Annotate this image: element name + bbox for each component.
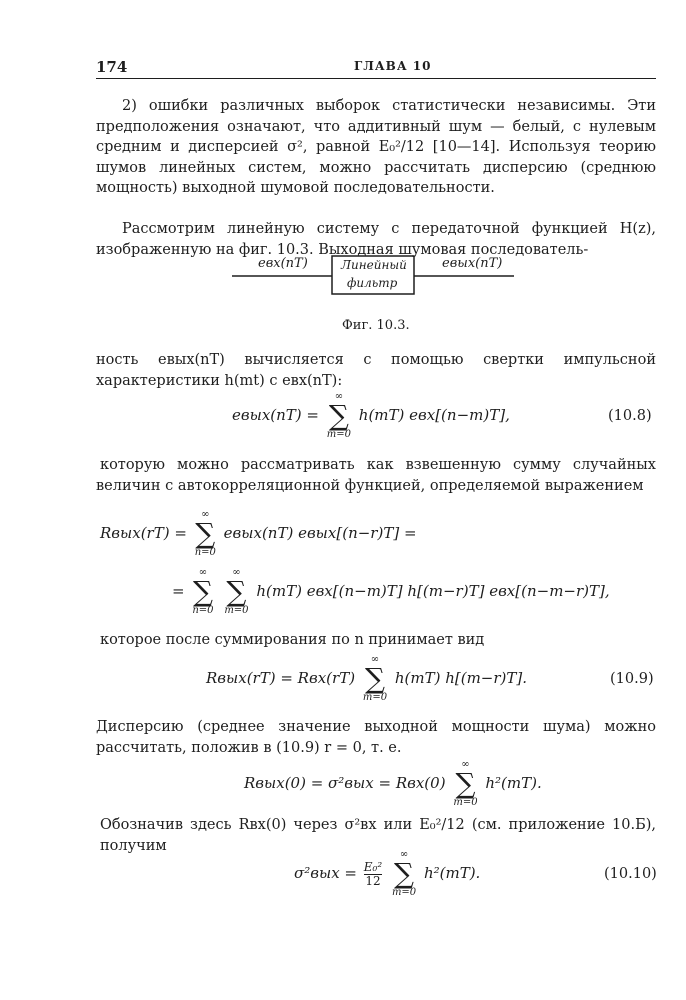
equation-10-9: Rвых(rT) = Rвх(rT) ∞ ∑ m=0 h(mT) h[(m−r)T]. <box>206 654 528 703</box>
paragraph-after-summation: которое после суммирования по n принимает вид <box>100 632 485 648</box>
paragraph-substitution: Обозначив здесь Rвх(0) через σ²вх или E₀²/12 (см. приложение 10.Б), получим <box>100 817 656 854</box>
sum-symbol: ∞ ∑ m=0 <box>224 567 249 616</box>
sum-symbol: ∞ ∑ n=0 <box>192 567 214 616</box>
equation-number-10-10: (10.10) <box>604 866 657 882</box>
paragraph-convolution: ность eвых(nT) вычисляется с помощью свертки импульсной характеристики h(mt) с eвх(nT): <box>96 352 656 389</box>
sum-symbol: ∞ ∑ n=0 <box>194 509 216 558</box>
figure-output-label: eвых(nT) <box>442 256 503 271</box>
paragraph-dispersion: Дисперсию (среднее значение выходной мощности шума) можно рассчитать, положив в (10.9) r = 0, т. е. <box>96 719 656 756</box>
fraction: $\frac{\text{E₀²}}{12}$ <box>363 859 383 888</box>
equation-variance: Rвых(0) = σ²вых = Rвх(0) ∞ ∑ m=0 h²(mT). <box>244 759 542 808</box>
equation-autocorr-line1: Rвых(rT) = ∞ ∑ n=0 eвых(nT) eвых[(n−r)T] = <box>100 509 417 558</box>
paragraph-weighted-sum: которую можно рассматривать как взвешенную сумму случайных величин с автокорреляционной функцией, определяемой выражением <box>96 457 656 494</box>
figure-caption: Фиг. 10.3. <box>342 318 410 333</box>
eq-10-8-rhs: h(mT) eвх[(n−m)T], <box>358 406 510 424</box>
sum-symbol: ∞ ∑ m=0 <box>453 759 478 808</box>
sum-symbol: ∞ ∑ m=0 <box>391 849 417 898</box>
equation-number-10-9: (10.9) <box>610 671 654 687</box>
paragraph-linear-system: Рассмотрим линейную систему с передаточной функцией H(z), изображенную на фиг. 10.3. Выходная шумовая последователь- <box>96 221 656 258</box>
filter-box-line2: фильтр <box>347 276 398 290</box>
equation-autocorr-line2: = ∞ ∑ n=0 ∞ ∑ m=0 h(mT) eвх[(n−m)T] h[(m−r)T] eвх[(n−m−r)T], <box>172 567 610 616</box>
paragraph-assumptions: 2) ошибки различных выборок статистически независимы. Эти предположения означают, что аддитивный шум — белый, с нулевым средним и дисперсией σ², равной E₀²/12 [10—14]. Используя теорию шумов линейных систем, можно рассчитать дисперсию (среднюю мощность) выходной шумовой последовательности. <box>96 98 656 196</box>
equation-number-10-8: (10.8) <box>608 408 652 424</box>
equation-10-8 <box>232 392 510 440</box>
equation-10-10: σ²вых = $\frac{\text{E₀²}}{12}$ ∞ ∑ m=0 h²(mT). <box>294 849 481 898</box>
filter-box-line1: Линейный <box>341 258 407 272</box>
chapter-title: ГЛАВА 10 <box>354 59 432 73</box>
page-number: 174 <box>96 58 128 76</box>
eq-10-8-lhs: eвых(nT) = <box>232 406 324 424</box>
figure-input-label: eвх(nT) <box>258 256 308 271</box>
sum-symbol: ∞ ∑ m=0 <box>326 391 351 440</box>
sum-symbol: ∞ ∑ m=0 <box>362 654 388 703</box>
